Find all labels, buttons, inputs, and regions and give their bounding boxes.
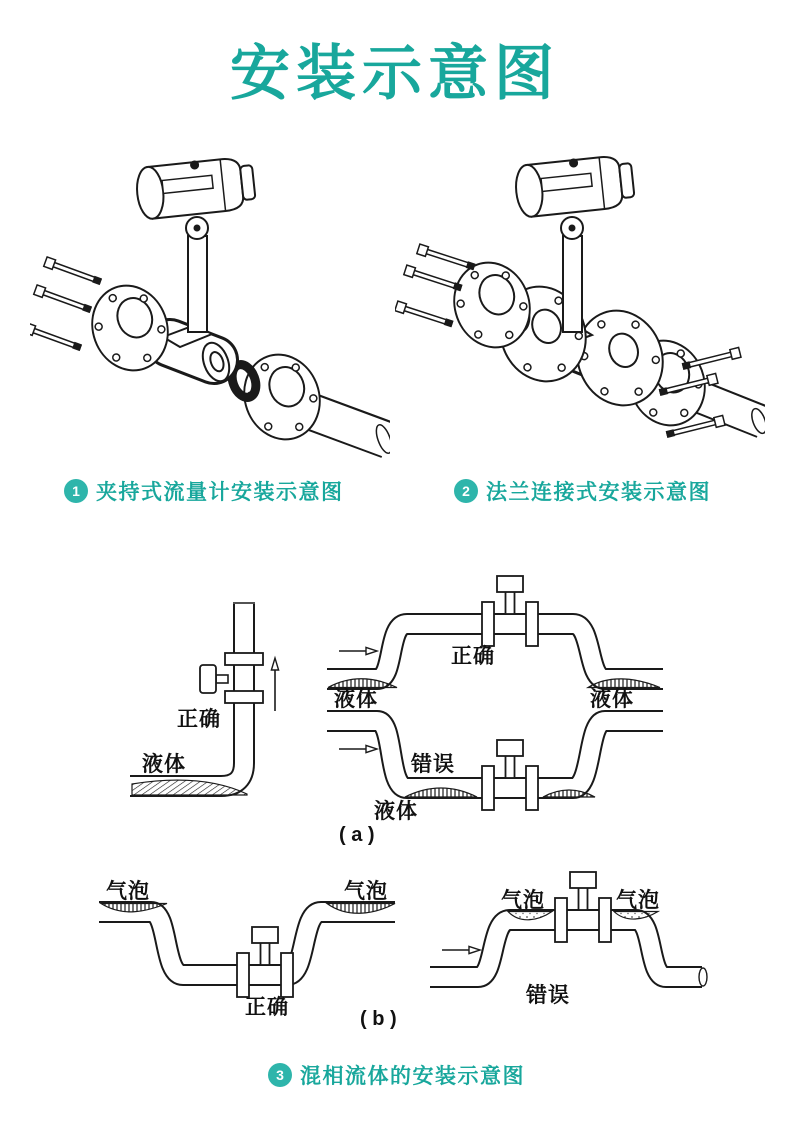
label-wrong-b-right: 错误 <box>526 984 570 1007</box>
sensor-stub <box>216 675 228 683</box>
caption-flange <box>454 476 711 506</box>
label-bubble-b-right-right: 气泡 <box>616 889 660 912</box>
caption-text: 混相流体的安装示意图 <box>300 1065 525 1088</box>
figure-b-label: ( b ) <box>360 1008 397 1030</box>
caption-text: 法兰连接式安装示意图 <box>486 481 711 504</box>
flow-meter <box>555 872 611 942</box>
page-title: 安装示意图 <box>230 40 560 107</box>
stem <box>563 236 582 332</box>
bolt <box>44 257 103 287</box>
transmitter-head <box>134 155 256 220</box>
bolt <box>417 244 476 272</box>
caption-clamp <box>64 476 344 506</box>
label-correct-a-left: 正确 <box>177 708 221 731</box>
bolt <box>30 323 83 353</box>
flange-plate <box>225 691 263 703</box>
caption-text: 夹持式流量计安装示意图 <box>96 481 344 504</box>
label-wrong-a-right: 错误 <box>411 753 455 776</box>
label-liquid-a-right-bottom: 液体 <box>374 800 418 823</box>
label-bubble-b-left-right: 气泡 <box>344 880 388 903</box>
label-bubble-b-right-left: 气泡 <box>501 889 545 912</box>
bolt <box>34 285 93 315</box>
flow-arrow <box>339 647 377 654</box>
flow-meter <box>482 576 538 646</box>
caption-number-badge: 3 <box>268 1063 292 1087</box>
sensor-box <box>200 665 216 693</box>
pipe <box>695 395 765 435</box>
flow-arrow <box>339 745 377 752</box>
stem <box>188 236 207 332</box>
bolt <box>395 301 454 329</box>
diagram-b-right-bubble-install <box>420 855 720 1005</box>
flow-arrow-up <box>271 658 278 711</box>
label-correct-a-right: 正确 <box>451 645 495 668</box>
pipe-sag <box>325 721 665 788</box>
meter-body <box>163 325 234 385</box>
mounting-bolts <box>30 257 103 353</box>
bolt <box>404 265 463 293</box>
caption-number-badge: 1 <box>64 479 88 503</box>
label-correct-b-left: 正确 <box>245 996 289 1019</box>
flow-arrow <box>442 946 480 953</box>
label-bubble-b-left-left: 气泡 <box>106 880 150 903</box>
flow-meter <box>237 927 293 997</box>
label-liquid-a-right-left: 液体 <box>334 688 378 711</box>
flange-flowmeter-drawing <box>395 140 765 470</box>
flow-meter <box>482 740 538 810</box>
flange-plate <box>225 653 263 665</box>
clamp-flowmeter-drawing <box>30 140 390 470</box>
transmitter-head <box>513 153 635 218</box>
caption-mixed-fluid <box>268 1060 525 1090</box>
caption-number-badge: 2 <box>454 479 478 503</box>
label-liquid-a-left: 液体 <box>142 753 186 776</box>
figure-a-label: ( a ) <box>339 824 375 846</box>
label-liquid-a-right-right: 液体 <box>590 688 634 711</box>
